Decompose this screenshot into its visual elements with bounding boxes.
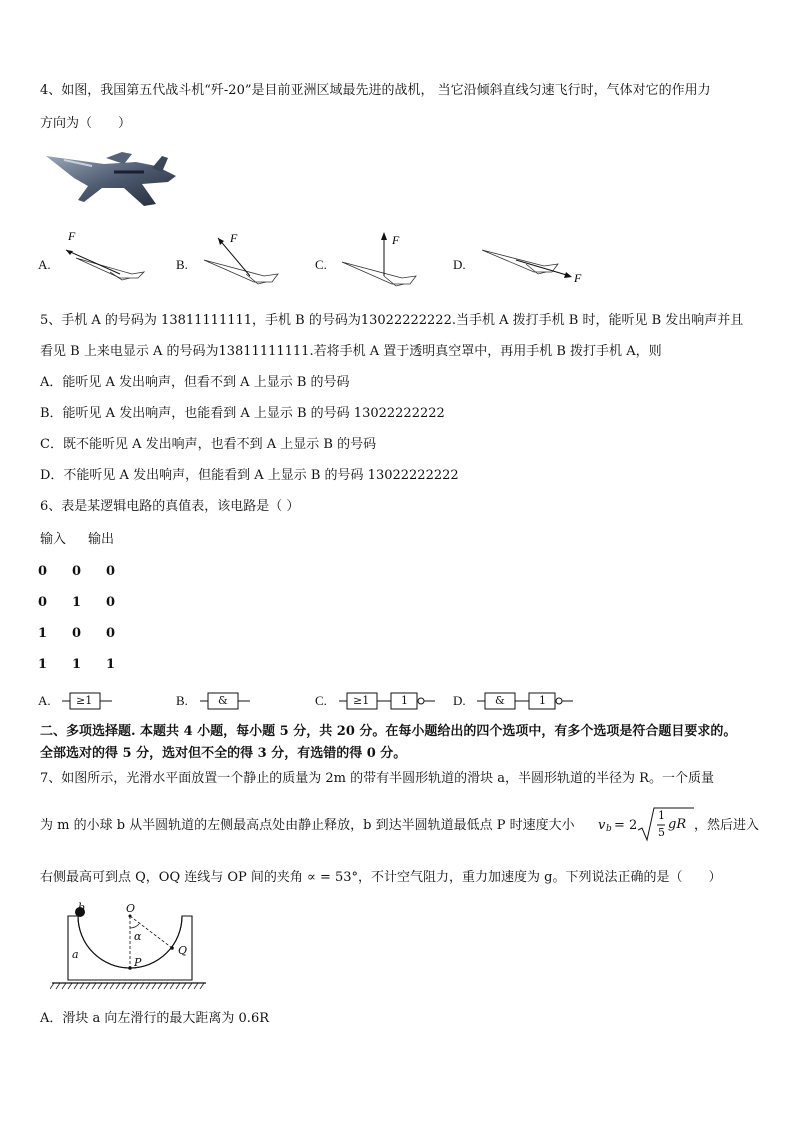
section-heading-line1: 二、多项选择题. 本题共 4 小题，每小题 5 分，共 20 分。在每小题给出的四个选项中，有多个选项是符合题目要求的。: [40, 724, 737, 739]
q4-option-b-label: B.: [176, 257, 188, 272]
gate-label: 1: [539, 694, 546, 707]
truth-table-cell: 0: [106, 595, 116, 610]
truth-table-cell: 0: [106, 564, 116, 579]
q5-line1: 5、手机 A 的号码为 13811111111，手机 B 的号码为13022222222.当手机 A 拨打手机 B 时，能听见 B 发出响声并且: [40, 313, 744, 328]
truth-table-cell: 1: [38, 657, 48, 672]
truth-table-cell: 0: [38, 564, 48, 579]
q4-option-c-figure: [336, 226, 426, 292]
q5-option-b: B．能听见 A 发出响声，也能看到 A 上显示 B 的号码 13022222222: [40, 406, 445, 421]
q7-line3: 右侧最高可到点 Q，OQ 连线与 OP 间的夹角 ∝ = 53°，不计空气阻力，重力加速度为 g。下列说法正确的是（ ）: [40, 870, 722, 885]
q5-option-c: C．既不能听见 A 发出响声，也看不到 A 上显示 B 的号码: [40, 437, 377, 452]
q6-option-b-label: B.: [176, 693, 188, 708]
q4-option-c-label: C.: [315, 257, 327, 272]
truth-table-cell: 1: [38, 626, 48, 641]
gate-label: &: [218, 694, 228, 707]
truth-table-cell: 1: [72, 657, 82, 672]
section-heading-line2: 全部选对的得 5 分，选对但不全的得 3 分，有选错的得 0 分。: [40, 746, 407, 761]
label-P: P: [134, 956, 142, 969]
q5-option-d: D．不能听见 A 发出响声，但能看到 A 上显示 B 的号码 13022222222: [40, 468, 459, 483]
q5-option-a: A．能听见 A 发出响声，但看不到 A 上显示 B 的号码: [40, 375, 350, 390]
formula-numerator: 1: [658, 809, 665, 822]
q5-line2: 看见 B 上来电显示 A 的号码为13811111111.若将手机 A 置于透明真空罩中，再用手机 B 拨打手机 A，则: [40, 344, 662, 359]
q4-option-b-figure: [198, 228, 288, 290]
gate-label: ≥1: [353, 694, 370, 707]
q6-option-a-label: A.: [38, 693, 51, 708]
q4-line1: 4、如图，我国第五代战斗机“歼-20”是目前亚洲区域最先进的战机， 当它沿倾斜直线匀速飞行时，气体对它的作用力: [40, 83, 711, 98]
q6-option-c-label: C.: [315, 693, 327, 708]
q6-stem: 6、表是某逻辑电路的真值表，该电路是（ ）: [40, 499, 300, 514]
velocity-formula: [598, 804, 694, 846]
truth-table-cell: 1: [106, 657, 116, 672]
q4-option-d-figure: [476, 240, 588, 286]
truth-table-cell: 0: [106, 626, 116, 641]
truth-table-header-output: 输出: [88, 532, 115, 547]
q6-option-d-label: D.: [453, 693, 466, 708]
truth-table-cell: 0: [72, 626, 82, 641]
truth-table-cell: 0: [38, 595, 48, 610]
gate-label: ≥1: [76, 694, 93, 707]
label-a: a: [72, 948, 79, 961]
gate-label: &: [495, 694, 505, 707]
svg-text:F: F: [68, 229, 76, 243]
label-O: O: [126, 902, 136, 915]
svg-text:F: F: [574, 271, 582, 285]
q4-option-a-label: A.: [38, 257, 51, 272]
formula-coef: = 2: [614, 818, 638, 833]
truth-table-cell: 1: [72, 595, 82, 610]
gate-label: 1: [401, 694, 408, 707]
truth-table-cell: 0: [72, 564, 82, 579]
svg-text:F: F: [230, 231, 238, 245]
q4-option-d-label: D.: [453, 257, 466, 272]
svg-text:F: F: [392, 233, 400, 247]
formula-subscript: b: [606, 824, 612, 834]
label-Q: Q: [178, 944, 188, 957]
q4-line2: 方向为（ ）: [40, 116, 132, 131]
formula-denominator: 5: [658, 826, 665, 839]
semicircle-track-diagram: [50, 900, 210, 996]
truth-table-header-input: 输入: [40, 532, 67, 547]
label-alpha: α: [134, 930, 142, 943]
formula-v: v: [598, 818, 606, 833]
label-b: b: [78, 901, 86, 914]
formula-gR: gR: [668, 817, 687, 832]
q7-option-a: A．滑块 a 向左滑行的最大距离为 0.6R: [40, 1011, 269, 1026]
q7-line1: 7、如图所示，光滑水平面放置一个静止的质量为 2m 的带有半圆形轨道的滑块 a，半圆形轨道的半径为 R。一个质量: [40, 771, 714, 786]
q7-line2-pre: 为 m 的小球 b 从半圆轨道的左侧最高点处由静止释放，b 到达半圆轨道最低点 P 时速度大小: [40, 818, 575, 833]
q7-line2-post: ，然后进入: [694, 818, 760, 833]
fighter-jet-image: [44, 148, 184, 210]
nand-gate-symbol: [477, 691, 577, 711]
q4-option-a-figure: [60, 228, 150, 288]
